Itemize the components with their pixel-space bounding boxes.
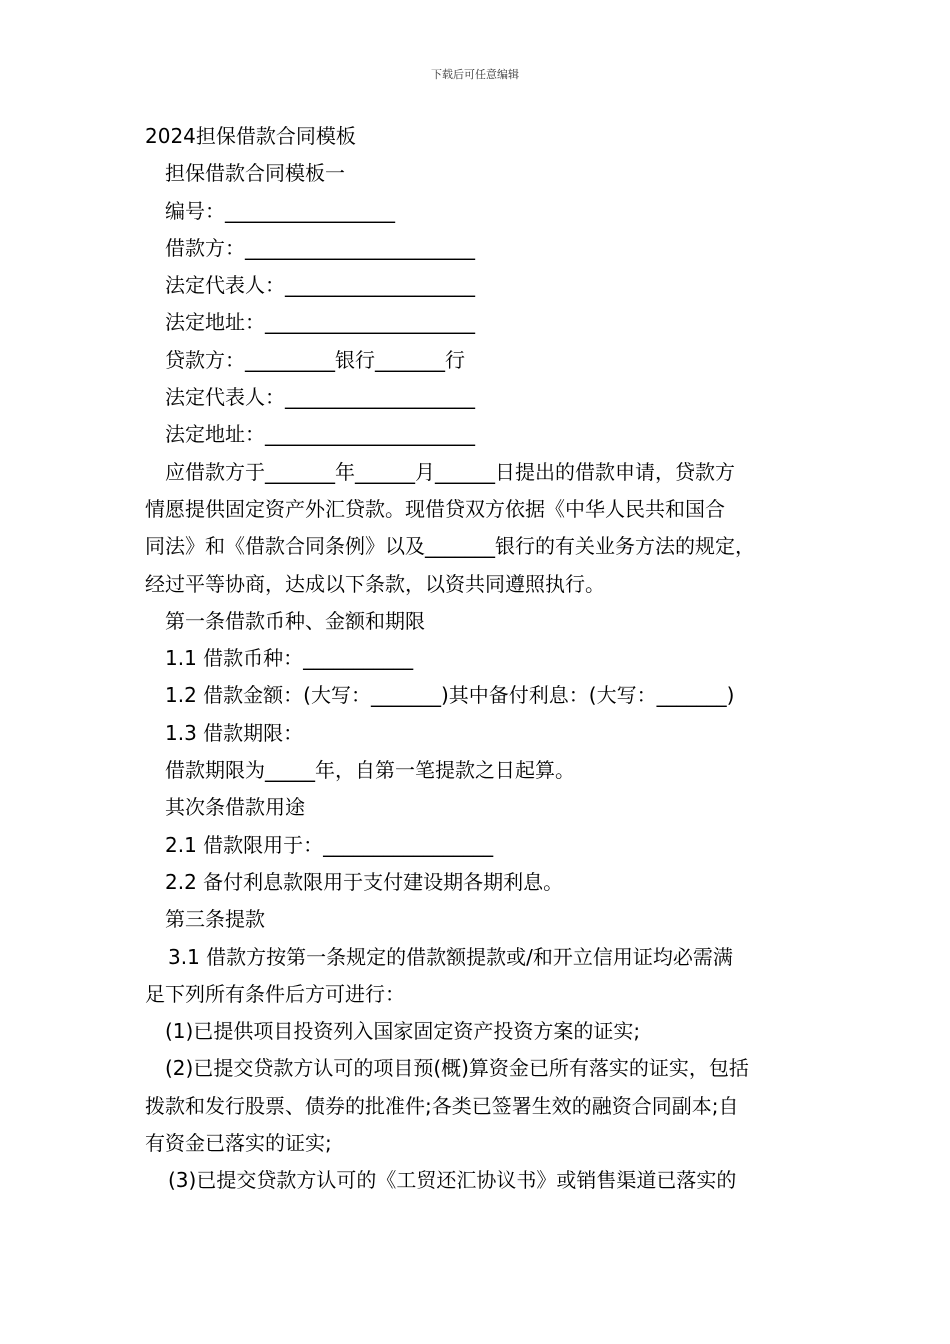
doc-line: 担保借款合同模板一 — [165, 161, 345, 186]
doc-line: 法定代表人：___________________ — [165, 273, 475, 298]
doc-line: 2.1 借款限用于：_________________ — [165, 832, 494, 857]
doc-line: 其次条借款用途 — [165, 795, 305, 820]
doc-line: (3)已提交贷款方认可的《工贸还汇协议书》或销售渠道已落实的 — [168, 1168, 737, 1193]
doc-line: 同法》和《借款合同条例》以及_______银行的有关业务方法的规定， — [145, 534, 755, 559]
document-body — [145, 118, 817, 1200]
doc-line: (1)已提供项目投资列入国家固定资产投资方案的证实; — [165, 1019, 641, 1044]
doc-line: 法定地址：_____________________ — [165, 310, 475, 335]
doc-line: 第三条提款 — [165, 907, 265, 932]
doc-line: 经过平等协商，达成以下条款，以资共同遵照执行。 — [145, 571, 605, 596]
doc-line: 编号：_________________ — [165, 198, 395, 223]
doc-line: 足下列所有条件后方可进行： — [145, 981, 405, 1006]
doc-line: 1.2 借款金额：(大写：_______)其中备付利息：(大写：_______) — [165, 683, 735, 708]
doc-line: 3.1 借款方按第一条规定的借款额提款或/和开立信用证均必需满 — [168, 944, 733, 969]
doc-line: (2)已提交贷款方认可的项目预(概)算资金已所有落实的证实，包括 — [165, 1056, 749, 1081]
document-title: 2024担保借款合同模板 — [145, 124, 356, 148]
doc-line: 有资金已落实的证实; — [145, 1131, 332, 1156]
doc-line: 第一条借款币种、金额和期限 — [165, 608, 425, 633]
doc-line: 拨款和发行股票、债券的批准件;各类已签署生效的融资合同副本;自 — [145, 1093, 739, 1118]
doc-line: 2.2 备付利息款限用于支付建设期各期利息。 — [165, 869, 564, 894]
doc-line: 法定代表人：___________________ — [165, 385, 475, 410]
doc-line: 1.3 借款期限： — [165, 720, 304, 745]
doc-line: 应借款方于_______年______月______日提出的借款申请，贷款方 — [165, 459, 735, 484]
doc-line: 情愿提供固定资产外汇贷款。现借贷双方依据《中华人民共和国合 — [145, 496, 725, 521]
doc-line: 贷款方：_________银行_______行 — [165, 347, 465, 372]
doc-line: 1.1 借款币种：___________ — [165, 646, 414, 671]
doc-line: 借款期限为_____年，自第一笔提款之日起算。 — [165, 758, 575, 783]
doc-line: 借款方：_______________________ — [165, 235, 475, 260]
doc-line: 法定地址：_____________________ — [165, 422, 475, 447]
page-header-note: 下载后可任意编辑 — [431, 68, 519, 81]
